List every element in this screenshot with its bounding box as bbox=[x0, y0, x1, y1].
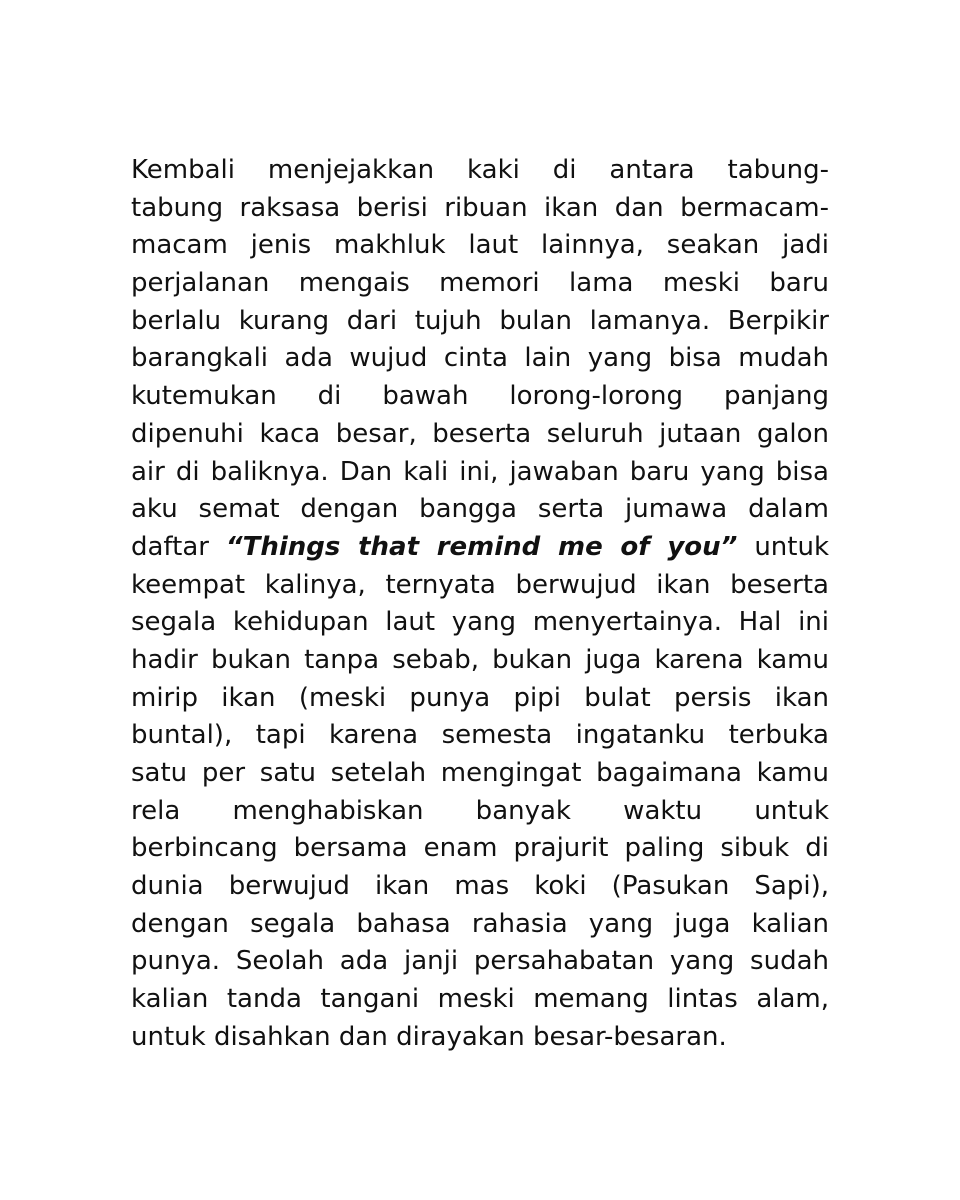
text-line: segala kehidupan laut yang menyertainya. Hal ini bbox=[131, 607, 829, 638]
text-line: punya. Seolah ada janji persahabatan yang sudah bbox=[131, 946, 829, 977]
text-line: air di baliknya. Dan kali ini, jawaban baru yang bisa bbox=[131, 456, 829, 487]
text-line: berlalu kurang dari tujuh bulan lamanya. Berpikir bbox=[131, 305, 829, 336]
text-line: dunia berwujud ikan mas koki (Pasukan Sapi), bbox=[131, 871, 829, 902]
text-line: tabung raksasa berisi ribuan ikan dan bermacam- bbox=[131, 192, 829, 223]
text-line: perjalanan mengais memori lama meski baru bbox=[131, 268, 829, 299]
text-fragment: daftar bbox=[131, 531, 226, 562]
text-line: kutemukan di bawah lorong-lorong panjang bbox=[131, 381, 829, 412]
text-line: aku semat dengan bangga serta jumawa dalam bbox=[131, 494, 829, 525]
text-line: keempat kalinya, ternyata berwujud ikan beserta bbox=[131, 569, 829, 600]
emphasized-quote: “Things that remind me of you” bbox=[225, 531, 738, 562]
text-line: satu per satu setelah mengingat bagaimana kamu bbox=[131, 758, 829, 788]
text-line: rela menghabiskan banyak waktu untuk bbox=[131, 795, 829, 826]
text-line-with-emphasis bbox=[131, 529, 829, 567]
text-line: mirip ikan (meski punya pipi bulat persis ikan bbox=[131, 682, 829, 713]
text-line: hadir bukan tanpa sebab, bukan juga karena kamu bbox=[131, 644, 829, 675]
text-line: berbincang bersama enam prajurit paling sibuk di bbox=[131, 833, 829, 864]
text-line: dengan segala bahasa rahasia yang juga kalian bbox=[131, 908, 829, 939]
text-line: buntal), tapi karena semesta ingatanku terbuka bbox=[131, 720, 829, 751]
text-fragment: untuk bbox=[737, 531, 829, 562]
text-line: barangkali ada wujud cinta lain yang bisa mudah bbox=[131, 343, 829, 374]
text-line: Kembali menjejakkan kaki di antara tabung- bbox=[131, 155, 829, 185]
text-line: dipenuhi kaca besar, beserta seluruh jutaan galon bbox=[131, 418, 829, 449]
body-paragraph bbox=[131, 152, 829, 1057]
text-line: macam jenis makhluk laut lainnya, seakan jadi bbox=[131, 230, 829, 261]
text-line: kalian tanda tangani meski memang lintas alam, bbox=[131, 984, 829, 1015]
text-line: untuk disahkan dan dirayakan besar-besaran. bbox=[131, 1021, 727, 1052]
